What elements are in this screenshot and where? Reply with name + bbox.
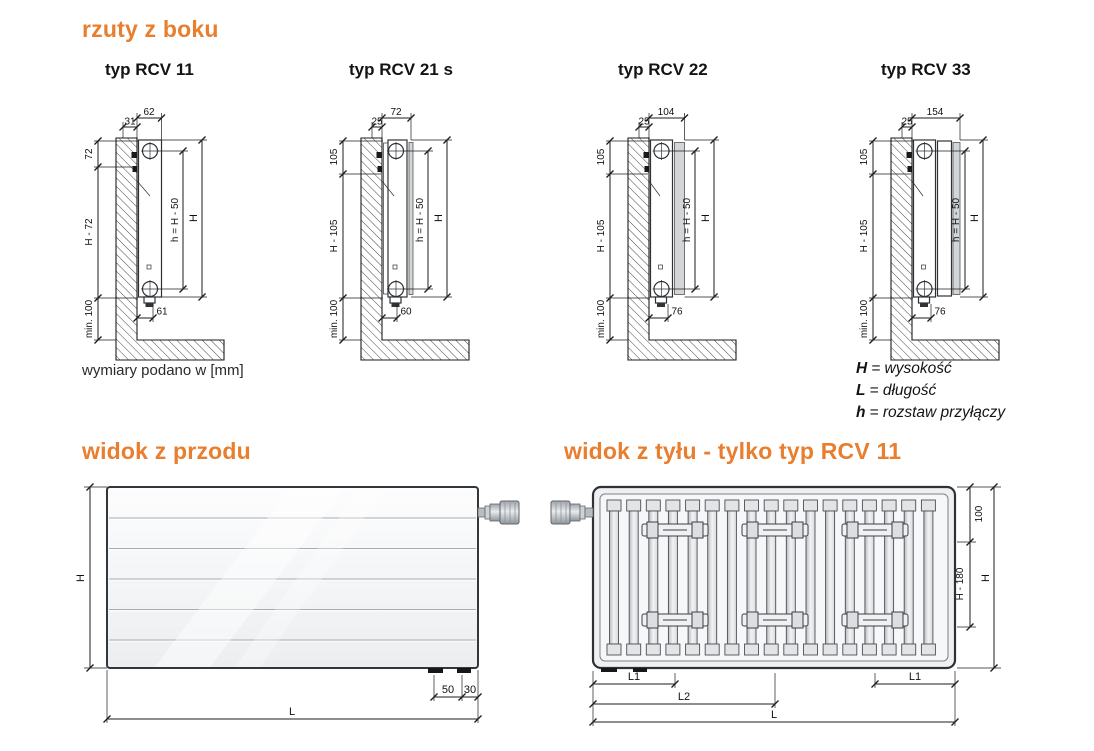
dim-floor-gap: min. 100 xyxy=(329,299,340,339)
dim-floor-gap: min. 100 xyxy=(84,299,95,339)
dim-foot-offset: 61 xyxy=(156,306,168,318)
diagram-title-rcv11: typ RCV 11 xyxy=(105,60,194,79)
dim-foot-offset: 60 xyxy=(400,306,412,318)
dim-top-bracket: 100 xyxy=(974,505,985,523)
section-title-rear-view: widok z tyłu - tylko typ RCV 11 xyxy=(564,438,902,464)
radiator-front-panel xyxy=(107,487,478,673)
dim-mid-span: H - 105 xyxy=(596,219,607,253)
section-title-front-view: widok z przodu xyxy=(82,438,251,464)
radiator-rear-panel xyxy=(593,487,955,672)
side-view-diagram-rcv21s xyxy=(325,108,550,366)
dim-height: H xyxy=(75,574,87,582)
front-view-diagram xyxy=(60,470,560,751)
legend xyxy=(856,358,1005,424)
dim-height: H xyxy=(980,574,992,582)
diagram-title-rcv21s: typ RCV 21 s xyxy=(349,60,453,79)
thermostat-valve-icon xyxy=(478,501,519,524)
dim-height: H xyxy=(969,214,981,222)
dim-depth-total: 104 xyxy=(657,108,675,118)
diagram-title-rcv22: typ RCV 22 xyxy=(618,60,708,79)
dim-mid-span: H - 72 xyxy=(84,218,95,246)
dim-l2: L2 xyxy=(677,691,691,703)
dim-top-gap: 105 xyxy=(859,148,870,166)
thermostat-valve-icon xyxy=(551,501,593,524)
dim-foot-offset: 76 xyxy=(671,306,683,318)
dim-depth-total: 154 xyxy=(926,108,944,118)
dim-height: H xyxy=(433,214,445,222)
units-note: wymiary podano w [mm] xyxy=(82,362,244,379)
side-view-diagram-rcv33 xyxy=(855,108,1080,366)
dim-wall-offset: 25 xyxy=(638,116,650,128)
radiator-side-profile xyxy=(644,140,685,307)
dim-length: L xyxy=(770,709,778,721)
legend-symbol: L xyxy=(856,382,866,399)
dim-depth-total: 72 xyxy=(390,108,402,118)
diagram-title-rcv33: typ RCV 33 xyxy=(881,60,971,79)
dim-conn-spacing: h = H - 50 xyxy=(682,197,693,243)
dim-length: L xyxy=(288,706,296,718)
legend-symbol: h xyxy=(856,404,866,421)
dim-height: H xyxy=(700,214,712,222)
side-view-diagram-rcv11 xyxy=(80,108,305,366)
dim-floor-gap: min. 100 xyxy=(859,299,870,339)
section-title-side-views: rzuty z boku xyxy=(82,16,219,42)
dim-l1-left: L1 xyxy=(627,671,641,683)
legend-symbol: H xyxy=(856,360,868,377)
dim-foot-edge: 30 xyxy=(463,684,477,696)
dim-mid-span: H - 105 xyxy=(329,219,340,253)
dim-height: H xyxy=(188,214,200,222)
side-view-diagram-rcv22 xyxy=(592,108,817,366)
dim-foot-inset: 50 xyxy=(441,684,455,696)
dim-top-gap: 105 xyxy=(596,148,607,166)
dim-top-gap: 72 xyxy=(84,148,95,160)
dim-mid-span: H - 105 xyxy=(859,219,870,253)
dim-l1-right: L1 xyxy=(908,671,922,683)
rear-view-diagram xyxy=(545,470,1035,751)
dim-wall-offset: 25 xyxy=(371,116,383,128)
dim-wall-offset: 31 xyxy=(124,116,136,128)
dim-foot-offset: 76 xyxy=(934,306,946,318)
dim-floor-gap: min. 100 xyxy=(596,299,607,339)
legend-definition: = wysokość xyxy=(871,360,952,377)
dim-wall-offset: 25 xyxy=(901,116,913,128)
legend-item-h-small xyxy=(856,402,1005,424)
wall-and-floor xyxy=(361,138,469,360)
dim-top-gap: 105 xyxy=(329,148,340,166)
dim-bracket-span: H - 180 xyxy=(955,567,966,601)
legend-definition: = rozstaw przyłączy xyxy=(869,404,1006,421)
legend-item-l xyxy=(856,380,1005,402)
dim-conn-spacing: h = H - 50 xyxy=(170,197,181,243)
dim-depth-total: 62 xyxy=(143,108,155,118)
wall-and-floor xyxy=(116,138,224,360)
legend-definition: = długość xyxy=(869,382,937,399)
dim-conn-spacing: h = H - 50 xyxy=(951,197,962,243)
dim-conn-spacing: h = H - 50 xyxy=(415,197,426,243)
